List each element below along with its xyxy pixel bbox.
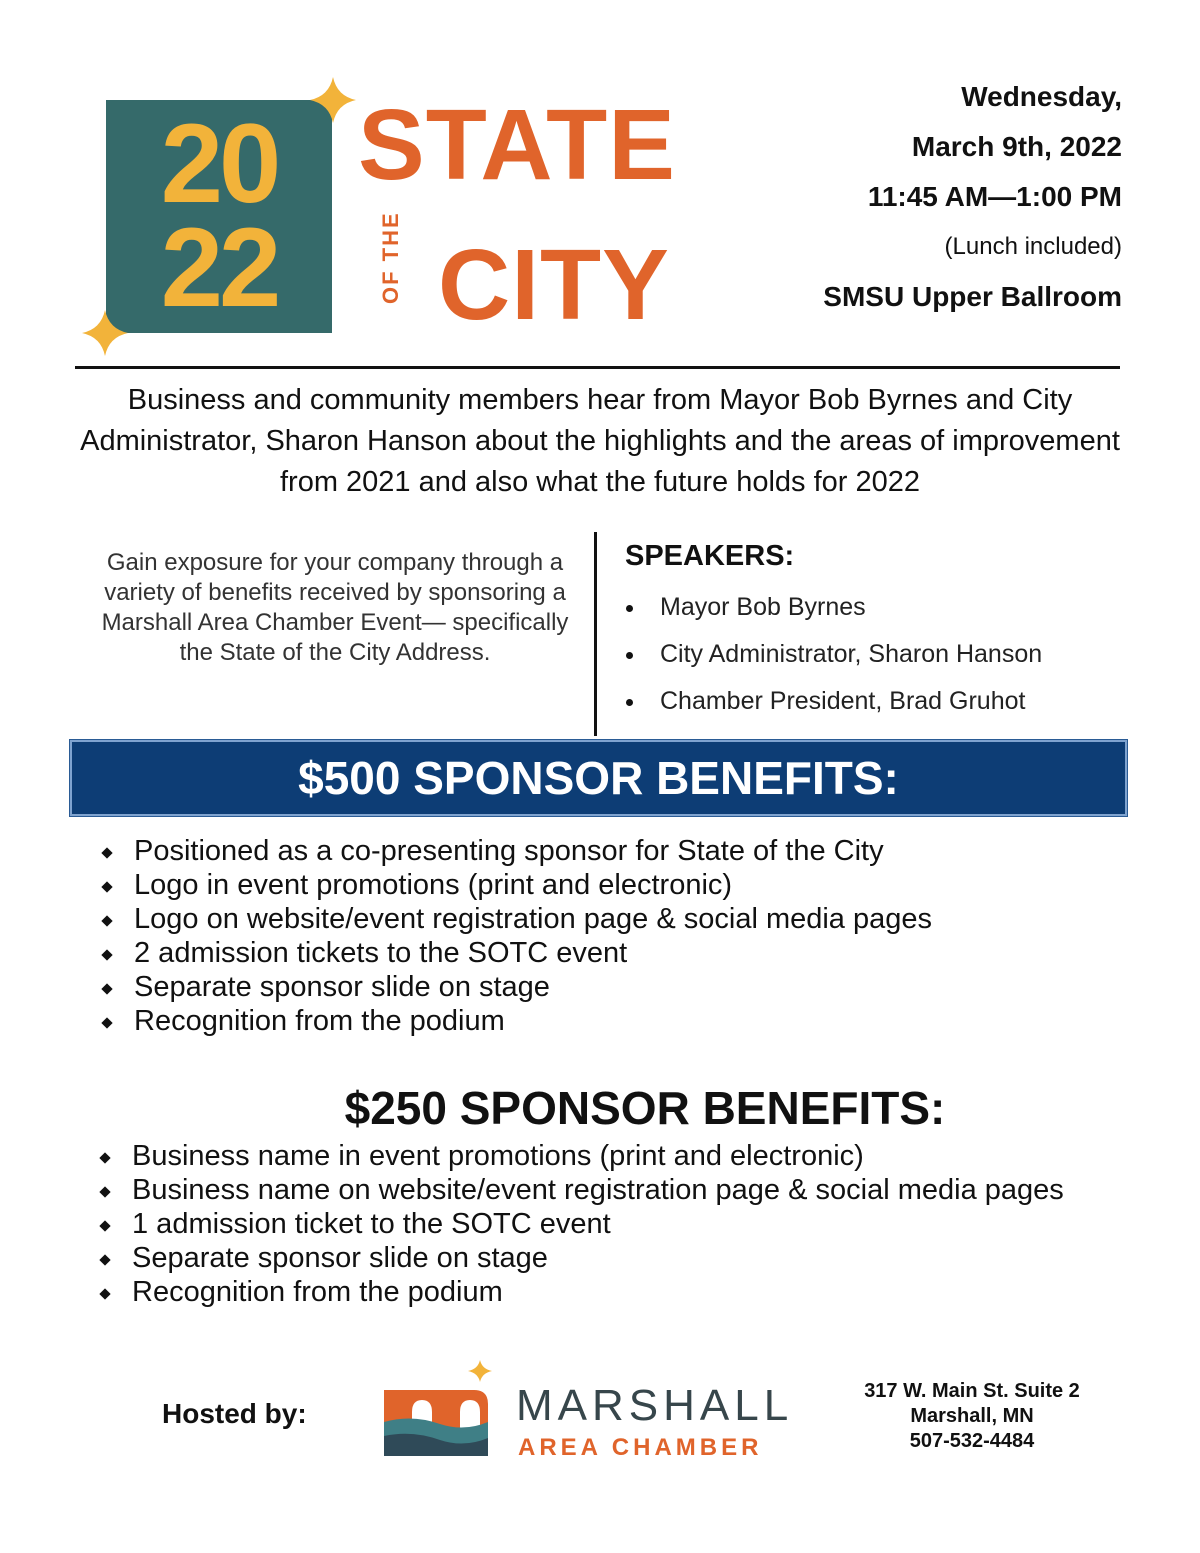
- logo-year-bottom: 22: [160, 205, 278, 330]
- benefit-item: Business name on website/event registration page & social media pages: [98, 1173, 1188, 1207]
- event-time: 11:45 AM—1:00 PM: [867, 181, 1122, 212]
- org-name: MARSHALL: [516, 1381, 794, 1430]
- logo-title-of-the: OF THE: [378, 211, 403, 304]
- column-divider: [594, 532, 597, 736]
- org-subtitle: AREA CHAMBER: [518, 1434, 763, 1461]
- speaker-item: Mayor Bob Byrnes: [625, 584, 1145, 631]
- speakers-section: [625, 536, 1145, 725]
- sparkle-icon: [82, 310, 128, 356]
- org-address: [838, 1379, 1106, 1454]
- benefit-item: Separate sponsor slide on stage: [100, 970, 1100, 1004]
- sponsor-500-benefits: [100, 834, 1100, 1038]
- event-location: SMSU Upper Ballroom: [823, 281, 1122, 312]
- event-date: March 9th, 2022: [911, 131, 1122, 162]
- event-lunch-note: (Lunch included): [944, 233, 1122, 260]
- speakers-list: [625, 584, 1145, 725]
- phone-number: 507-532-4484: [909, 1430, 1035, 1452]
- logo-title-state: STATE: [358, 89, 676, 201]
- benefit-item: Logo in event promotions (print and electronic): [100, 868, 1100, 902]
- benefit-item: Recognition from the podium: [98, 1275, 1188, 1309]
- speaker-item: Chamber President, Brad Gruhot: [625, 678, 1145, 725]
- event-info: [762, 72, 1122, 322]
- sparkle-icon: [310, 77, 356, 123]
- sponsor-pitch: Gain exposure for your company through a variety of benefits received by sponsoring a Marshall Area Chamber Event— specifically the State of the City Address.: [101, 549, 569, 666]
- benefit-item: 2 admission tickets to the SOTC event: [100, 936, 1100, 970]
- marshall-chamber-m-icon: [382, 1360, 492, 1460]
- speaker-item: City Administrator, Sharon Hanson: [625, 631, 1145, 678]
- logo-year-top: 20: [160, 101, 278, 226]
- benefit-item: Logo on website/event registration page & social media pages: [100, 902, 1100, 936]
- address-line-1: 317 W. Main St. Suite 2: [864, 1380, 1080, 1402]
- sponsor-250-benefits: [98, 1139, 1188, 1309]
- sponsor-250-heading: $250 SPONSOR BENEFITS:: [344, 1082, 946, 1134]
- sponsor-500-banner: $500 SPONSOR BENEFITS:: [70, 740, 1127, 816]
- benefit-item: Business name in event promotions (print and electronic): [98, 1139, 1188, 1173]
- benefit-item: Positioned as a co-presenting sponsor for State of the City: [100, 834, 1100, 868]
- logo-title-city: CITY: [438, 229, 670, 341]
- state-of-the-city-logo: [78, 72, 728, 362]
- address-line-2: Marshall, MN: [910, 1405, 1034, 1427]
- hosted-by-label: Hosted by:: [162, 1398, 307, 1429]
- benefit-item: 1 admission ticket to the SOTC event: [98, 1207, 1188, 1241]
- logo-year: [106, 100, 332, 333]
- benefit-item: Recognition from the podium: [100, 1004, 1100, 1038]
- speakers-heading: SPEAKERS:: [625, 540, 795, 572]
- benefit-item: Separate sponsor slide on stage: [98, 1241, 1188, 1275]
- intro-paragraph: Business and community members hear from Mayor Bob Byrnes and City Administrator, Sharon Hanson about the highlights and the areas of improvement from 2021 and also what the future holds for 2022: [80, 384, 1120, 498]
- event-day: Wednesday,: [961, 81, 1122, 112]
- divider: [75, 366, 1120, 369]
